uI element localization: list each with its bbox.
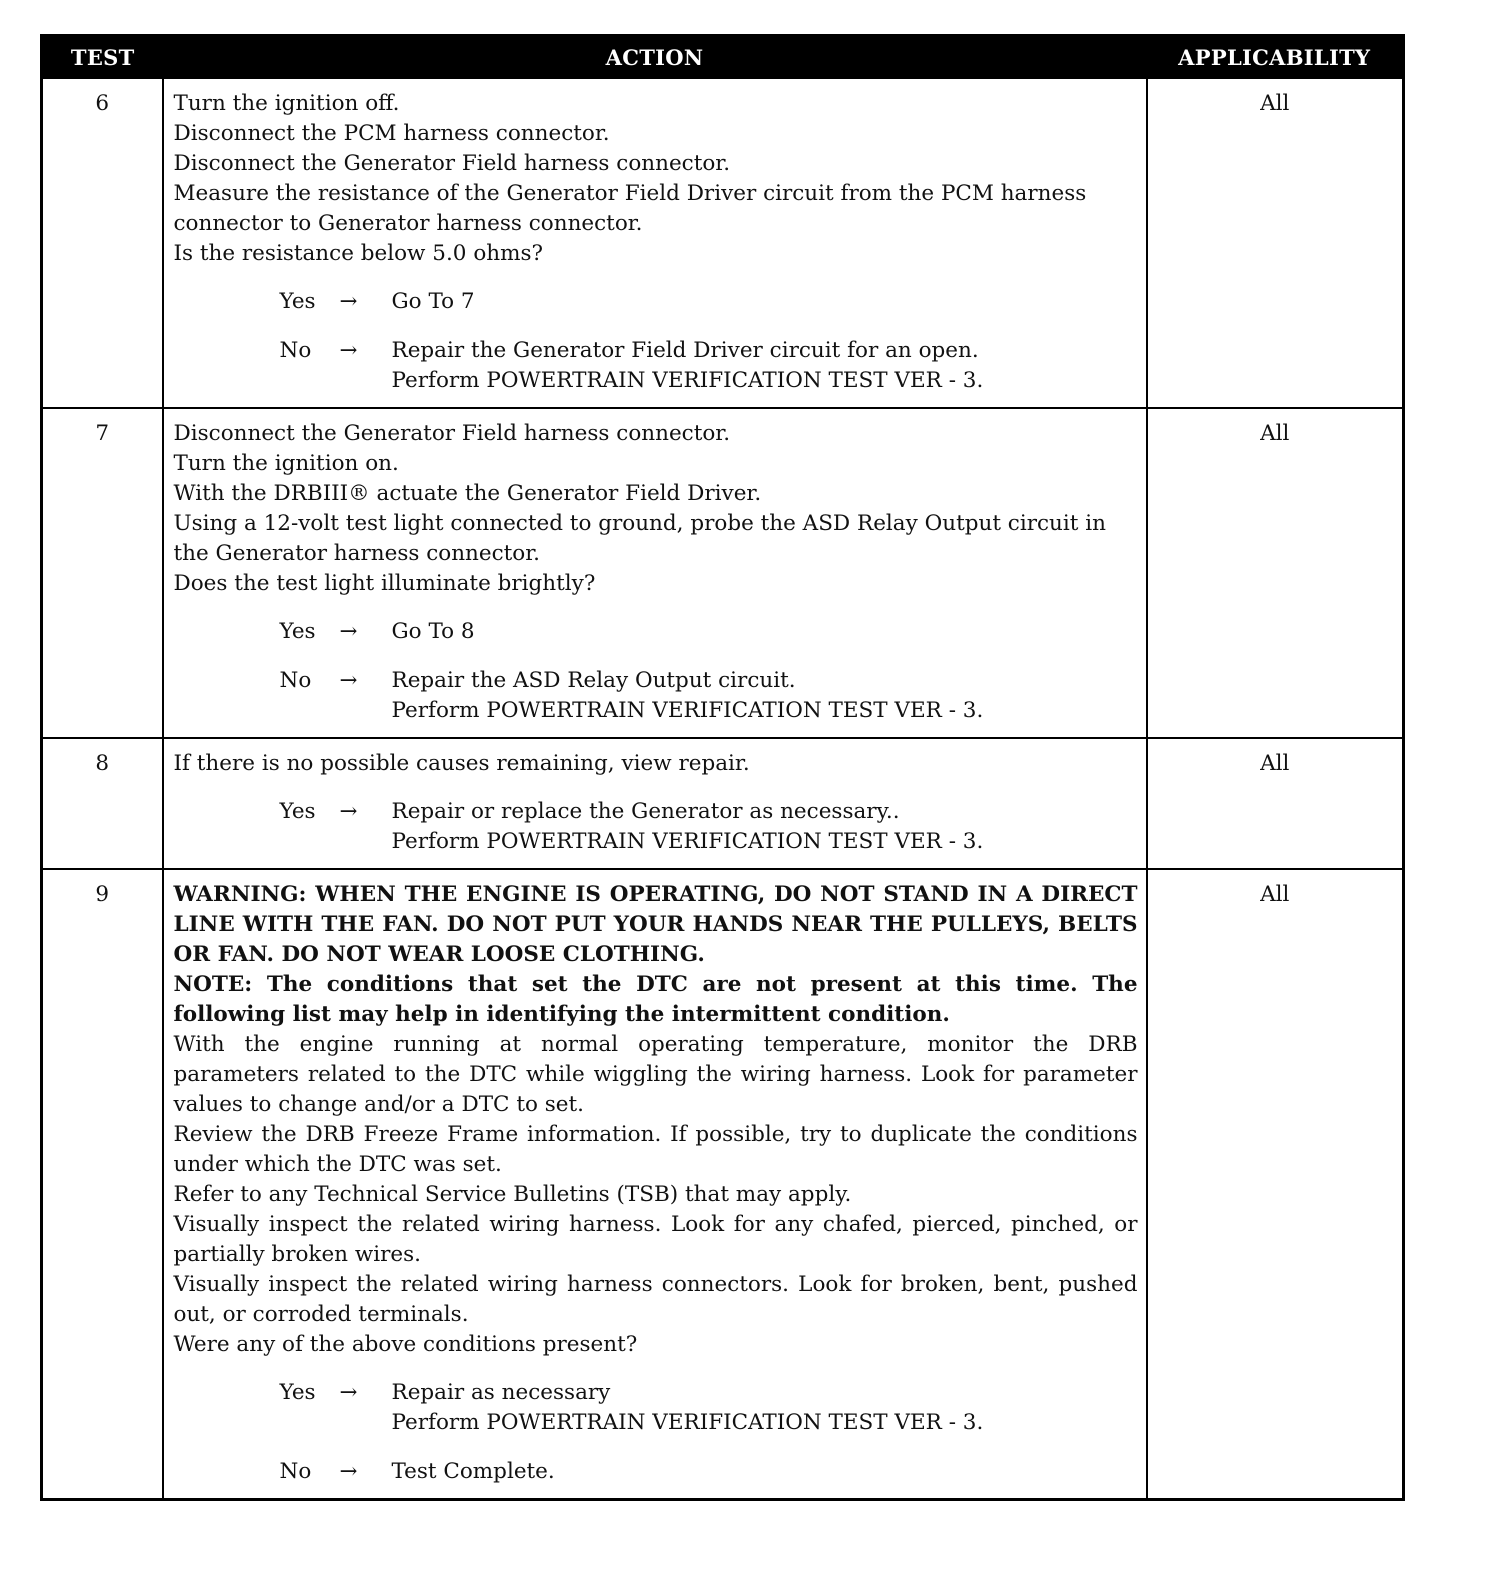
arrow-right-icon: → bbox=[339, 1459, 358, 1484]
test-number: 8 bbox=[42, 738, 163, 869]
answer-result bbox=[392, 797, 1138, 857]
action-step: If there is no possible causes remaining, view repair. bbox=[173, 751, 750, 776]
answer-options bbox=[174, 797, 1138, 857]
answer-options bbox=[174, 617, 1138, 726]
action-step: Refer to any Technical Service Bulletins (TSB) that may apply. bbox=[173, 1182, 852, 1207]
answer-no bbox=[174, 336, 1138, 396]
action-step: Visually inspect the related wiring harness connectors. Look for broken, bent, pushed out, or corroded terminals. bbox=[173, 1272, 1138, 1327]
action-step: Turn the ignition off. bbox=[173, 91, 400, 116]
action-step: With the engine running at normal operating temperature, monitor the DRB parameters related to the DTC while wiggling the wiring harness. Look for parameter values to change and/or a DTC to set. bbox=[173, 1032, 1138, 1117]
test-action bbox=[163, 738, 1147, 869]
answer-label: No bbox=[279, 338, 312, 363]
warning-text: WARNING: WHEN THE ENGINE IS OPERATING, DO NOT STAND IN A DIRECT LINE WITH THE FAN. DO NOT PUT YOUR HANDS NEAR THE PULLEYS, BELTS OR FAN. DO NOT WEAR LOOSE CLOTHING. bbox=[173, 882, 1138, 967]
action-step: Review the DRB Freeze Frame information. If possible, try to duplicate the conditions under which the DTC was set. bbox=[173, 1122, 1138, 1177]
diagnostic-table bbox=[40, 34, 1405, 1501]
action-step: Measure the resistance of the Generator Field Driver circuit from the PCM harness connector to Generator harness connector. bbox=[173, 181, 1087, 236]
test-action bbox=[163, 408, 1147, 738]
test-number: 7 bbox=[42, 408, 163, 738]
result-line: Perform POWERTRAIN VERIFICATION TEST VER - 3. bbox=[391, 829, 984, 854]
arrow-right-icon: → bbox=[339, 799, 358, 824]
result-line: Go To 7 bbox=[391, 289, 475, 314]
result-line: Repair or replace the Generator as necessary.. bbox=[391, 799, 900, 824]
action-step: With the DRBIII® actuate the Generator Field Driver. bbox=[173, 481, 762, 506]
answer-label: No bbox=[279, 1459, 312, 1484]
action-step: Using a 12-volt test light connected to ground, probe the ASD Relay Output circuit in the Generator harness connector. bbox=[173, 511, 1106, 566]
answer-label: Yes bbox=[279, 619, 316, 644]
action-step: Disconnect the PCM harness connector. bbox=[173, 121, 610, 146]
header-action: ACTION bbox=[163, 36, 1147, 79]
test-number: 6 bbox=[42, 78, 163, 408]
action-step: Turn the ignition on. bbox=[173, 451, 399, 476]
answer-options bbox=[174, 1378, 1138, 1487]
answer-result bbox=[392, 617, 1138, 647]
arrow-right-icon: → bbox=[339, 619, 358, 644]
answer-label: Yes bbox=[279, 1380, 316, 1405]
table-row bbox=[42, 738, 1404, 869]
action-step: Disconnect the Generator Field harness connector. bbox=[173, 421, 731, 446]
answer-result bbox=[392, 1457, 1138, 1487]
test-number: 9 bbox=[42, 869, 163, 1499]
diagnostic-procedure-sheet bbox=[40, 34, 1402, 1501]
test-action bbox=[163, 869, 1147, 1499]
table-row bbox=[42, 408, 1404, 738]
result-line: Perform POWERTRAIN VERIFICATION TEST VER - 3. bbox=[391, 698, 984, 723]
action-question: Does the test light illuminate brightly? bbox=[173, 571, 596, 596]
test-applicability: All bbox=[1147, 738, 1404, 869]
test-applicability: All bbox=[1147, 869, 1404, 1499]
table-row bbox=[42, 78, 1404, 408]
result-line: Repair the Generator Field Driver circuit for an open. bbox=[391, 338, 979, 363]
answer-label: Yes bbox=[279, 289, 316, 314]
header-test: TEST bbox=[42, 36, 163, 79]
table-row bbox=[42, 869, 1404, 1499]
answer-options bbox=[174, 287, 1138, 396]
action-question: Were any of the above conditions present? bbox=[173, 1332, 638, 1357]
result-line: Repair as necessary bbox=[391, 1380, 611, 1405]
answer-no bbox=[174, 666, 1138, 726]
table-header-row bbox=[42, 36, 1404, 79]
test-applicability: All bbox=[1147, 78, 1404, 408]
arrow-right-icon: → bbox=[339, 338, 358, 363]
note-text: NOTE: The conditions that set the DTC are not present at this time. The following list may help in identifying the intermittent condition. bbox=[173, 972, 1138, 1027]
arrow-right-icon: → bbox=[339, 668, 358, 693]
test-action bbox=[163, 78, 1147, 408]
answer-result bbox=[392, 287, 1138, 317]
answer-label: No bbox=[279, 668, 312, 693]
answer-no bbox=[174, 1457, 1138, 1487]
action-step: Disconnect the Generator Field harness connector. bbox=[173, 151, 731, 176]
answer-yes bbox=[174, 287, 1138, 317]
arrow-right-icon: → bbox=[339, 289, 358, 314]
result-line: Test Complete. bbox=[391, 1459, 555, 1484]
answer-yes bbox=[174, 617, 1138, 647]
answer-result bbox=[392, 666, 1138, 726]
result-line: Perform POWERTRAIN VERIFICATION TEST VER - 3. bbox=[391, 1410, 984, 1435]
arrow-right-icon: → bbox=[339, 1380, 358, 1405]
test-applicability: All bbox=[1147, 408, 1404, 738]
result-line: Repair the ASD Relay Output circuit. bbox=[391, 668, 796, 693]
action-step: Visually inspect the related wiring harness. Look for any chafed, pierced, pinched, or partially broken wires. bbox=[173, 1212, 1138, 1267]
answer-label: Yes bbox=[279, 799, 316, 824]
result-line: Go To 8 bbox=[391, 619, 475, 644]
answer-result bbox=[392, 336, 1138, 396]
answer-yes bbox=[174, 1378, 1138, 1438]
answer-result bbox=[392, 1378, 1138, 1438]
result-line: Perform POWERTRAIN VERIFICATION TEST VER - 3. bbox=[391, 368, 984, 393]
action-question: Is the resistance below 5.0 ohms? bbox=[173, 241, 544, 266]
answer-yes bbox=[174, 797, 1138, 857]
header-applicability: APPLICABILITY bbox=[1147, 36, 1404, 79]
